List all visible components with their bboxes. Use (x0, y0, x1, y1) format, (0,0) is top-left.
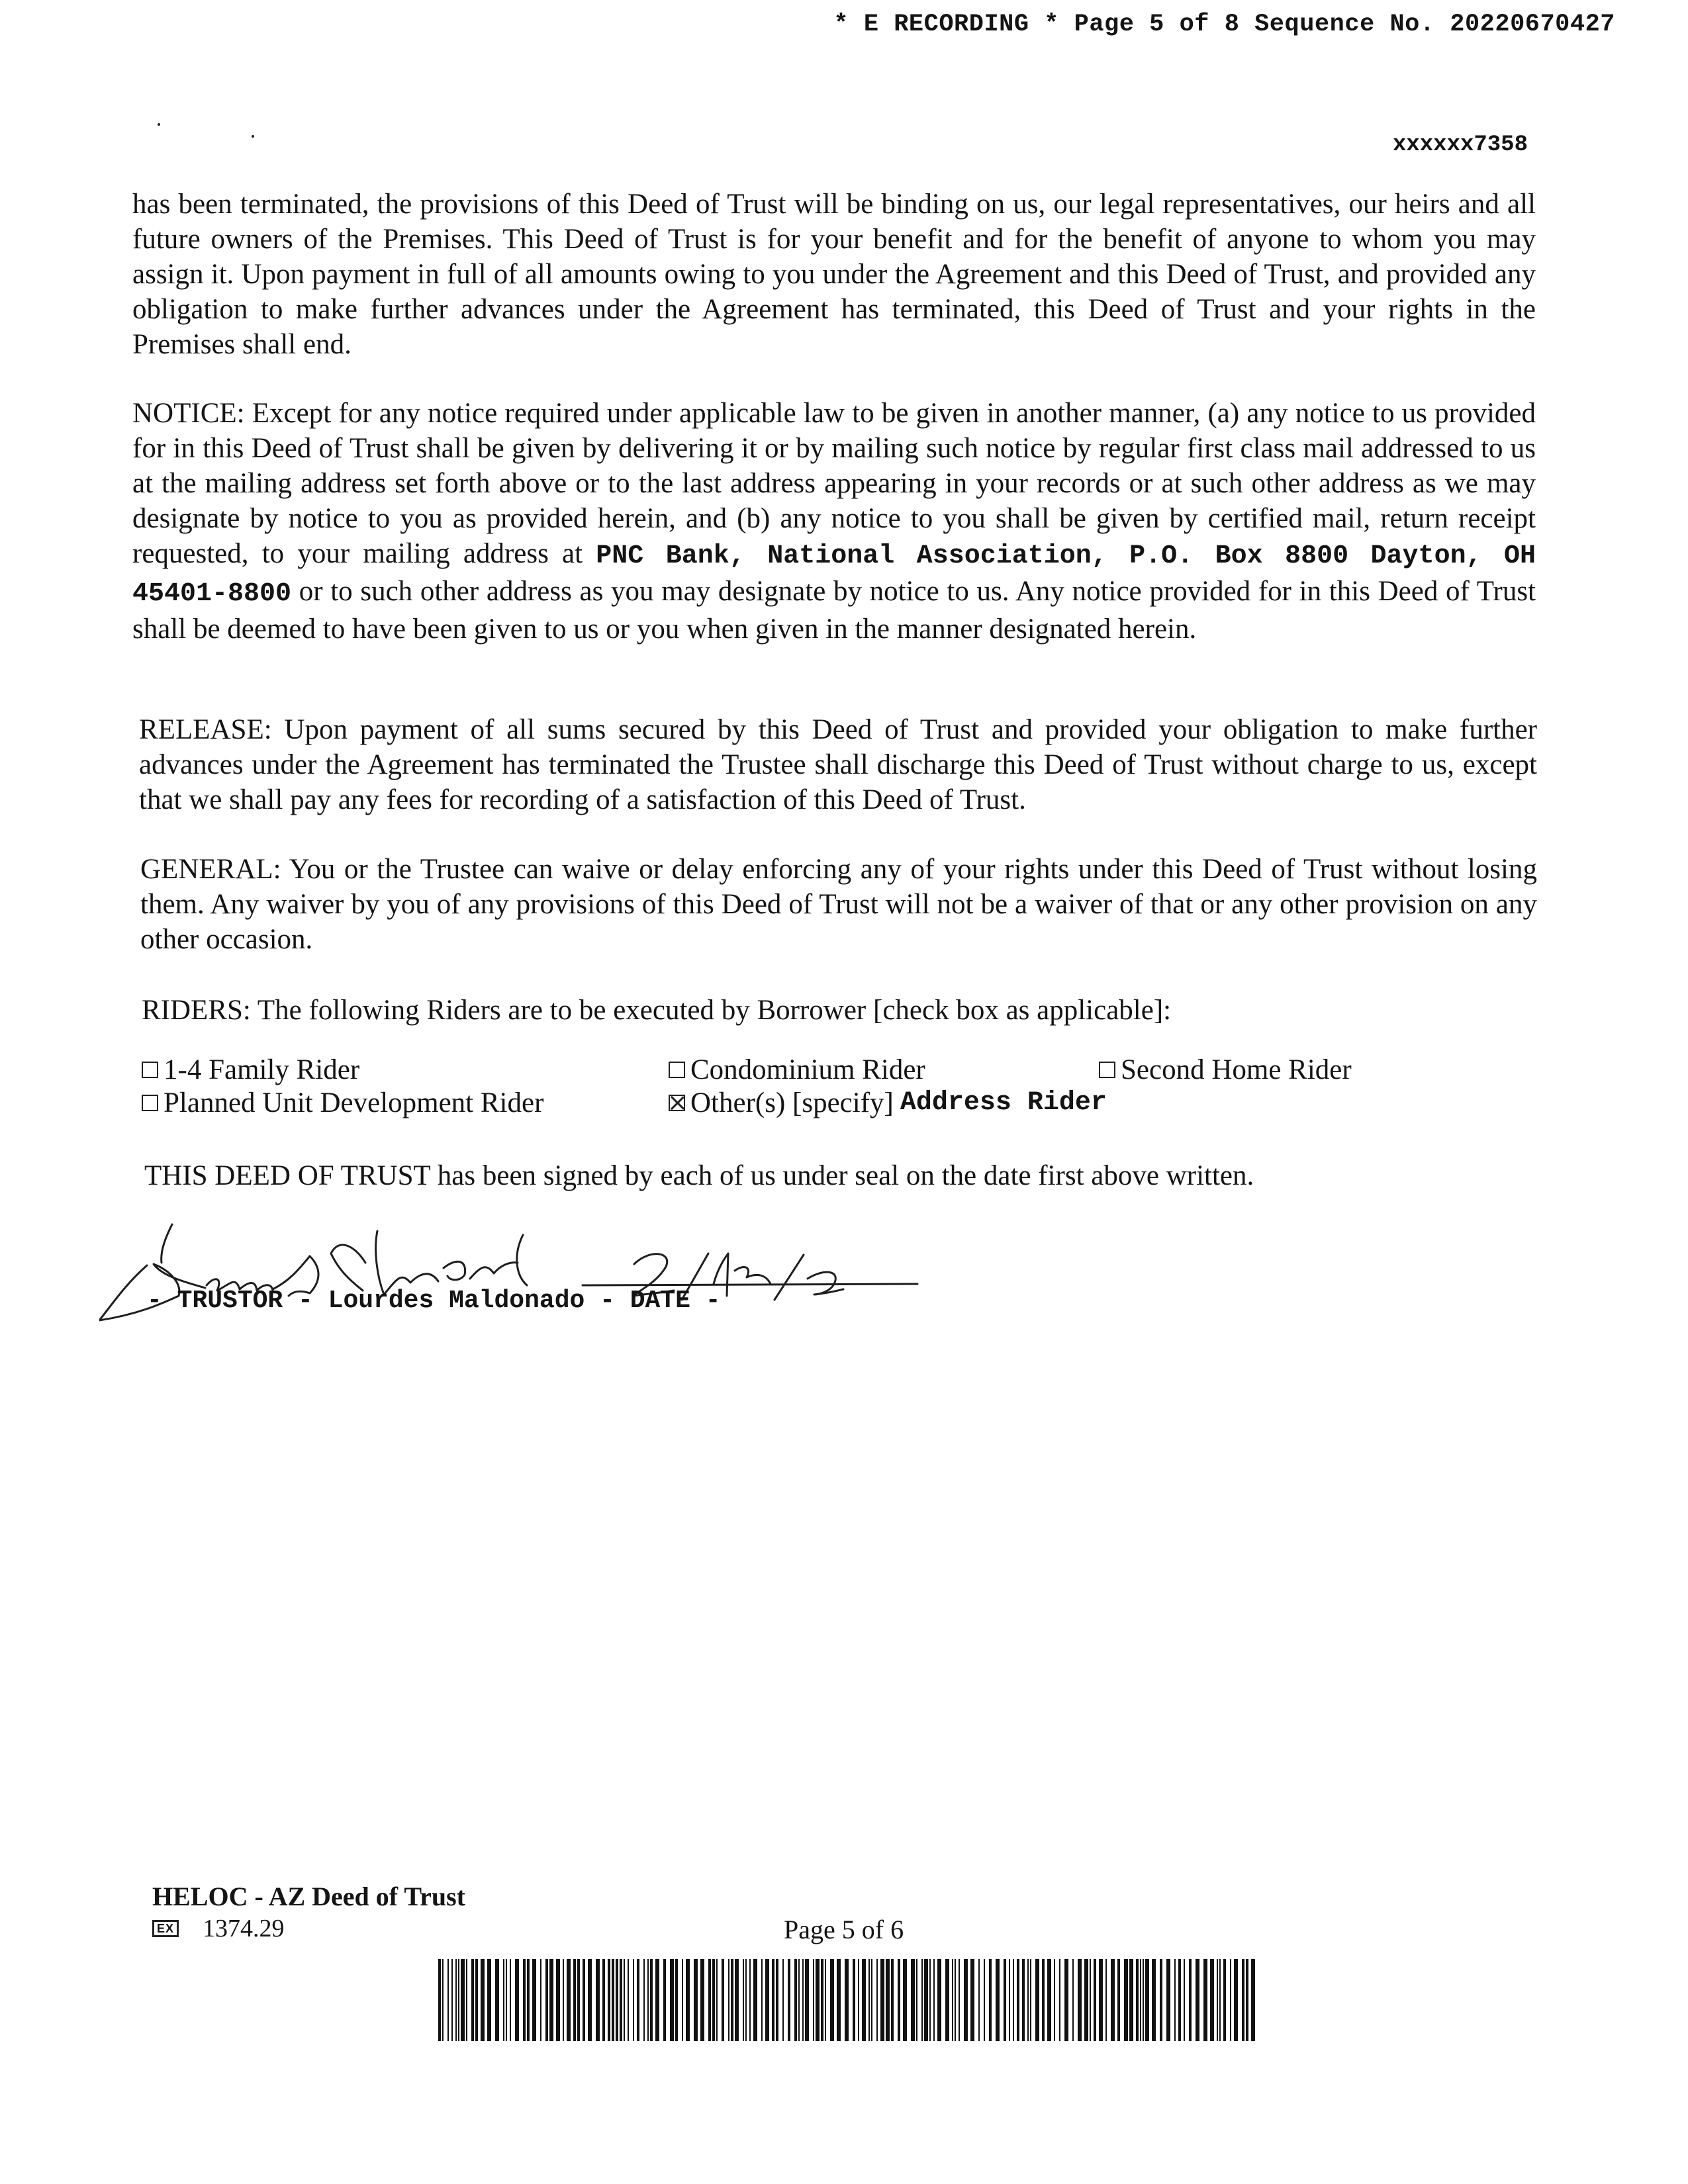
rider-others (669, 1087, 1107, 1119)
release-paragraph: RELEASE: Upon payment of all sums secured by this Deed of Trust and provided your obligation to make further advances under the Agreement has terminated the Trustee shall discharge this Deed of Trust without charge to us, except that we shall pay any fees for recording of a satisfaction of this Deed of Trust. (139, 714, 1537, 815)
barcode-bar (955, 1959, 956, 2041)
barcode-bar (1054, 1959, 1055, 2041)
barcode-bar (1217, 1959, 1218, 2041)
barcode-bar (1017, 1959, 1019, 2041)
barcode-bar (650, 1959, 653, 2041)
barcode-bar (853, 1959, 855, 2041)
barcode-bar (1230, 1959, 1231, 2041)
barcode-bar (1223, 1959, 1226, 2041)
barcode-bar (871, 1959, 872, 2041)
barcode-bar (612, 1959, 614, 2041)
barcode-bar (816, 1959, 820, 2041)
barcode-bar (776, 1959, 778, 2041)
barcode-bar (596, 1959, 600, 2041)
barcode-bar (624, 1959, 625, 2041)
barcode-bar (1174, 1959, 1176, 2041)
barcode-bar (782, 1959, 784, 2041)
rider-planned-unit-development (142, 1087, 543, 1119)
barcode-bar (996, 1959, 1000, 2041)
barcode-bar (455, 1959, 457, 2041)
barcode-bar (911, 1959, 915, 2041)
barcode-bar (1189, 1959, 1192, 2041)
barcode-bar (891, 1959, 894, 2041)
barcode-bar (765, 1959, 769, 2041)
barcode-bar (1124, 1959, 1128, 2041)
signed-statement: THIS DEED OF TRUST has been signed by each of us under seal on the date first above written. (144, 1160, 1254, 1191)
barcode-bar (1111, 1959, 1115, 2041)
barcode-bar (1004, 1959, 1006, 2041)
barcode-bar (1145, 1959, 1149, 2041)
barcode-bar (694, 1959, 698, 2041)
x-checkbox-icon[interactable] (669, 1095, 685, 1111)
barcode-bar (858, 1959, 859, 2041)
barcode-bar (556, 1959, 560, 2041)
notice-paragraph (132, 396, 1536, 647)
barcode-bar (924, 1959, 928, 2041)
trustor-caption: - TRUSTOR - Lourdes Maldonado - DATE - (147, 1287, 721, 1315)
barcode-bar (1251, 1959, 1255, 2041)
barcode-bar (716, 1959, 718, 2041)
barcode-bar (577, 1959, 580, 2041)
barcode-bar (545, 1959, 548, 2041)
barcode-bar (933, 1959, 935, 2041)
barcode-bar (813, 1959, 814, 2041)
empty-checkbox-icon[interactable] (142, 1095, 158, 1111)
recording-stamp: * E RECORDING * Page 5 of 8 Sequence No. 20220670427 (833, 11, 1615, 38)
rider-label: Other(s) [specify] (690, 1087, 894, 1118)
barcode-bar (722, 1959, 724, 2041)
barcode-bar (837, 1959, 841, 2041)
barcode-bar (805, 1959, 809, 2041)
barcode-bar (655, 1959, 659, 2041)
notice-text-a: NOTICE: Except for any notice required under applicable law to be given in another manner, (a) any notice to us provided for in this Deed of Trust shall be given by delivering it or by mailing such notice by regular first class mail addressed to us at the mailing address set forth above or to the last address appearing in your records or at such other address as we may designate by notice to you as provided herein, and (b) any notice to you shall be given by certified mail, return receipt requested, to your mailing address at (132, 398, 1536, 569)
barcode-bar (620, 1959, 622, 2041)
barcode-bar (821, 1959, 823, 2041)
barcode-bar (898, 1959, 900, 2041)
barcode-bar (743, 1959, 744, 2041)
barcode-bar (487, 1959, 491, 2041)
barcode-bar (442, 1959, 444, 2041)
barcode-bar (633, 1959, 634, 2041)
barcode-bar (916, 1959, 917, 2041)
barcode-bar (602, 1959, 605, 2041)
barcode-bar (495, 1959, 499, 2041)
barcode-bar (952, 1959, 953, 2041)
barcode-bar (523, 1959, 526, 2041)
barcode-bar (1129, 1959, 1133, 2041)
barcode-bar (1178, 1959, 1181, 2041)
barcode-bar (880, 1959, 884, 2041)
notice-text-b: or to such other address as you may designate by notice to us. Any notice provided for in this Deed of Trust shall be deemed to have been given to us or you when given in the manner designated herein. (132, 576, 1536, 645)
barcode-bar (978, 1959, 980, 2041)
barcode-bar (1042, 1959, 1045, 2041)
barcode-bar (1136, 1959, 1139, 2041)
rider-condominium (669, 1054, 925, 1086)
barcode-bar (1196, 1959, 1199, 2041)
barcode-bar (447, 1959, 449, 2041)
barcode-bar (735, 1959, 739, 2041)
barcode-bar (1152, 1959, 1156, 2041)
barcode-bar (438, 1959, 441, 2041)
barcode-bar (567, 1959, 571, 2041)
barcode-bar (868, 1959, 870, 2041)
barcode-bar (515, 1959, 519, 2041)
barcode-bar (876, 1959, 878, 2041)
barcode-bar (1084, 1959, 1088, 2041)
barcode-bar (984, 1959, 985, 2041)
form-id-row (152, 1914, 285, 1943)
barcode-bar (794, 1959, 797, 2041)
barcode-bar (1210, 1959, 1214, 2041)
barcode-bar (1160, 1959, 1162, 2041)
barcode-bar (647, 1959, 649, 2041)
barcode-bar (686, 1959, 690, 2041)
barcode-bar (798, 1959, 800, 2041)
barcode-bar (1203, 1959, 1207, 2041)
barcode-bar (1090, 1959, 1091, 2041)
ex-form-icon: EX (152, 1920, 179, 1937)
rider-label: Condominium Rider (690, 1054, 925, 1085)
barcode-bar (1143, 1959, 1144, 2041)
riders-intro: RIDERS: The following Riders are to be executed by Borrower [check box as applicable]: (142, 995, 1172, 1026)
empty-checkbox-icon[interactable] (1099, 1062, 1115, 1078)
barcode-bar (1094, 1959, 1096, 2041)
barcode-bar (700, 1959, 704, 2041)
barcode-bar (1072, 1959, 1074, 2041)
barcode-bar (929, 1959, 931, 2041)
barcode-bar (825, 1959, 826, 2041)
barcode-bar (503, 1959, 504, 2041)
barcode-bar (475, 1959, 478, 2041)
barcode-bar (466, 1959, 467, 2041)
loan-number: xxxxxx7358 (1392, 132, 1528, 158)
barcode-bar (670, 1959, 674, 2041)
barcode-bar (616, 1959, 618, 2041)
barcode-bar (1117, 1959, 1120, 2041)
barcode-bar (1105, 1959, 1107, 2041)
barcode-bar (663, 1959, 666, 2041)
barcode-bar (549, 1959, 553, 2041)
rider-label: Second Home Rider (1121, 1054, 1352, 1085)
barcode-bar (510, 1959, 511, 2041)
barcode-bar (937, 1959, 941, 2041)
scan-speck (158, 123, 160, 126)
barcode-bar (964, 1959, 968, 2041)
barcode-bar (540, 1959, 541, 2041)
scan-speck (252, 135, 254, 138)
barcode-bar (1009, 1959, 1010, 2041)
barcode-bar (481, 1959, 485, 2041)
barcode-bar (1099, 1959, 1103, 2041)
barcode-bar (1013, 1959, 1014, 2041)
barcode-bar (728, 1959, 729, 2041)
barcode-bar (1246, 1959, 1248, 2041)
barcode-bar (1184, 1959, 1185, 2041)
barcode-bar (945, 1959, 949, 2041)
barcode-bar (563, 1959, 564, 2041)
barcode-bar (471, 1959, 474, 2041)
barcode-bar (643, 1959, 645, 2041)
barcode-bar (637, 1959, 639, 2041)
barcode-bar (753, 1959, 757, 2041)
barcode-bar (1219, 1959, 1221, 2041)
barcode-bar (989, 1959, 992, 2041)
barcode-bar (959, 1959, 960, 2041)
barcode-bar (1140, 1959, 1141, 2041)
rider-label: Planned Unit Development Rider (164, 1087, 544, 1118)
barcode-bar (506, 1959, 507, 2041)
barcode-bar (451, 1959, 453, 2041)
barcode-bar (1242, 1959, 1244, 2041)
barcode-bar (921, 1959, 923, 2041)
barcode-bar (1064, 1959, 1068, 2041)
barcode-bar (845, 1959, 849, 2041)
barcode-bar (1166, 1959, 1170, 2041)
barcode-bar (588, 1959, 592, 2041)
barcode-bar (1234, 1959, 1238, 2041)
rider-label: 1-4 Family Rider (164, 1054, 360, 1085)
barcode-bar (608, 1959, 610, 2041)
barcode-bar (1027, 1959, 1029, 2041)
barcode-bar (708, 1959, 711, 2041)
barcode-bar (1078, 1959, 1082, 2041)
notice-mailing-address: PNC Bank, National Association, P.O. Box 8800 Dayton, OH 45401-8800 (132, 541, 1536, 609)
barcode-bar (527, 1959, 530, 2041)
barcode-bar (830, 1959, 834, 2041)
barcode-bar (675, 1959, 678, 2041)
barcode-bar (1035, 1959, 1039, 2041)
barcode-bar (682, 1959, 683, 2041)
barcode-bar (573, 1959, 576, 2041)
barcode-bar (745, 1959, 747, 2041)
barcode-bar (761, 1959, 763, 2041)
barcode-bar (628, 1959, 629, 2041)
barcode (438, 1959, 1259, 2041)
barcode-bar (862, 1959, 866, 2041)
form-number: 1374.29 (203, 1915, 285, 1942)
barcode-bar (532, 1959, 536, 2041)
barcode-bar (970, 1959, 974, 2041)
barcode-bar (903, 1959, 907, 2041)
barcode-bar (749, 1959, 751, 2041)
rider-second-home (1099, 1054, 1352, 1086)
rider-1-4-family (142, 1054, 359, 1086)
barcode-bar (1059, 1959, 1060, 2041)
barcode-bar (788, 1959, 790, 2041)
page-number: Page 5 of 6 (784, 1915, 904, 1944)
continuation-paragraph: has been terminated, the provisions of this Deed of Trust will be binding on us, our legal representatives, our heirs and all future owners of the Premises. This Deed of Trust is for your benefit and for the benefit of anyone to whom you may assign it. Upon payment in full of all amounts owing to you under the Agreement and this Deed of Trust, and provided any obligation to make further advances under the Agreement has terminated, this Deed of Trust and your rights in the Premises shall end. (132, 189, 1536, 360)
barcode-bar (1030, 1959, 1031, 2041)
barcode-bar (1047, 1959, 1051, 2041)
barcode-bar (886, 1959, 890, 2041)
general-paragraph: GENERAL: You or the Trustee can waive or delay enforcing any of your rights under this Deed of Trust without losing them. Any waiver by you of any provisions of this Deed of Trust will not be a waiver of that or any other provision on any other occasion. (140, 854, 1537, 955)
rider-specify-value: Address Rider (900, 1088, 1107, 1118)
barcode-bar (458, 1959, 459, 2041)
barcode-bar (731, 1959, 733, 2041)
barcode-bar (461, 1959, 465, 2041)
barcode-bar (1022, 1959, 1025, 2041)
barcode-bar (583, 1959, 585, 2041)
empty-checkbox-icon[interactable] (669, 1062, 685, 1078)
barcode-bar (802, 1959, 804, 2041)
form-title: HELOC - AZ Deed of Trust (152, 1882, 465, 1911)
empty-checkbox-icon[interactable] (142, 1062, 158, 1078)
barcode-bar (772, 1959, 774, 2041)
barcode-bar (712, 1959, 715, 2041)
